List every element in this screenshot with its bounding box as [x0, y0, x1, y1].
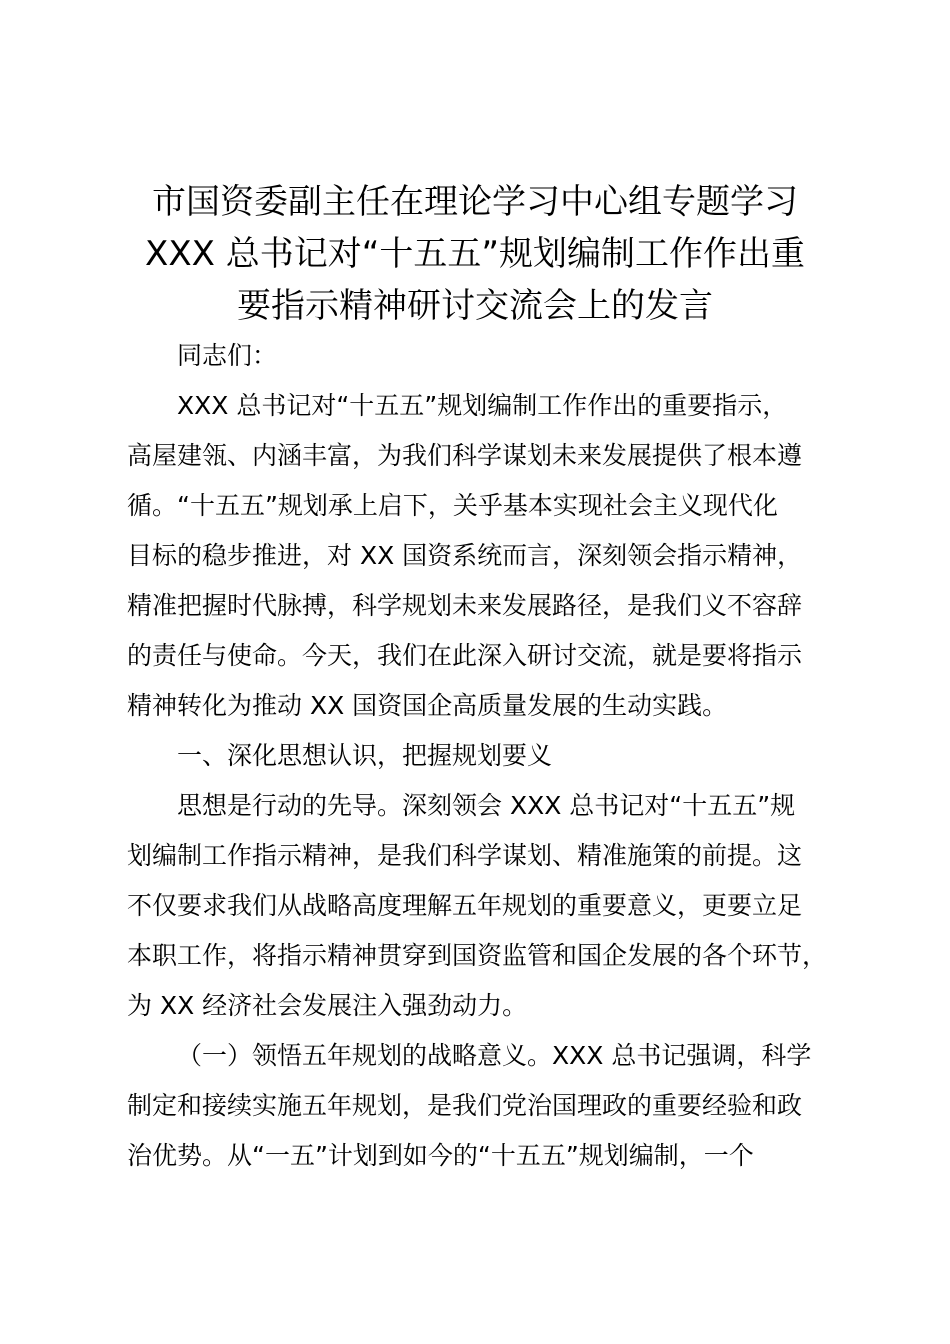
paragraph-line: 目标的稳步推进，对 XX 国资系统而言，深刻领会指示精神， — [127, 541, 803, 570]
paragraph-subsection1 — [127, 1031, 827, 1181]
paragraph-line: 的责任与使命。今天，我们在此深入研讨交流，就是要将指示 — [127, 641, 803, 670]
paragraph-intro — [127, 381, 827, 731]
title-line: 市国资委副主任在理论学习中心组专题学习 — [152, 182, 798, 222]
paragraph-section1 — [127, 781, 827, 1031]
title-line: XXX 总书记对“十五五”规划编制工作作出重 — [145, 234, 805, 274]
document-title — [115, 176, 835, 332]
title-line: 要指示精神研讨交流会上的发言 — [237, 286, 713, 326]
section-heading: 一、深化思想认识，把握规划要义 — [177, 741, 553, 770]
paragraph-line: 制定和接续实施五年规划，是我们党治国理政的重要经验和政 — [127, 1091, 803, 1120]
paragraph-line: 治优势。从“一五”计划到如今的“十五五”规划编制，一个 — [127, 1141, 754, 1170]
paragraph-line: 高屋建瓴、内涵丰富，为我们科学谋划未来发展提供了根本遵 — [127, 441, 803, 470]
paragraph-line: 划编制工作指示精神，是我们科学谋划、精准施策的前提。这 — [127, 841, 803, 870]
paragraph-line: 精准把握时代脉搏，科学规划未来发展路径，是我们义不容辞 — [127, 591, 803, 620]
salutation: 同志们： — [177, 341, 278, 370]
paragraph-line: 循。“十五五”规划承上启下，关乎基本实现社会主义现代化 — [127, 491, 778, 520]
paragraph-line: （一）领悟五年规划的战略意义。XXX 总书记强调，科学 — [177, 1041, 812, 1070]
paragraph-line: 精神转化为推动 XX 国资国企高质量发展的生动实践。 — [127, 691, 728, 720]
paragraph-line: 本职工作，将指示精神贯穿到国资监管和国企发展的各个环节， — [127, 941, 828, 970]
paragraph-line: XXX 总书记对“十五五”规划编制工作作出的重要指示， — [177, 391, 788, 420]
paragraph-line: 思想是行动的先导。深刻领会 XXX 总书记对“十五五”规 — [177, 791, 796, 820]
paragraph-line: 为 XX 经济社会发展注入强劲动力。 — [127, 991, 528, 1020]
paragraph-line: 不仅要求我们从战略高度理解五年规划的重要意义，更要立足 — [127, 891, 803, 920]
